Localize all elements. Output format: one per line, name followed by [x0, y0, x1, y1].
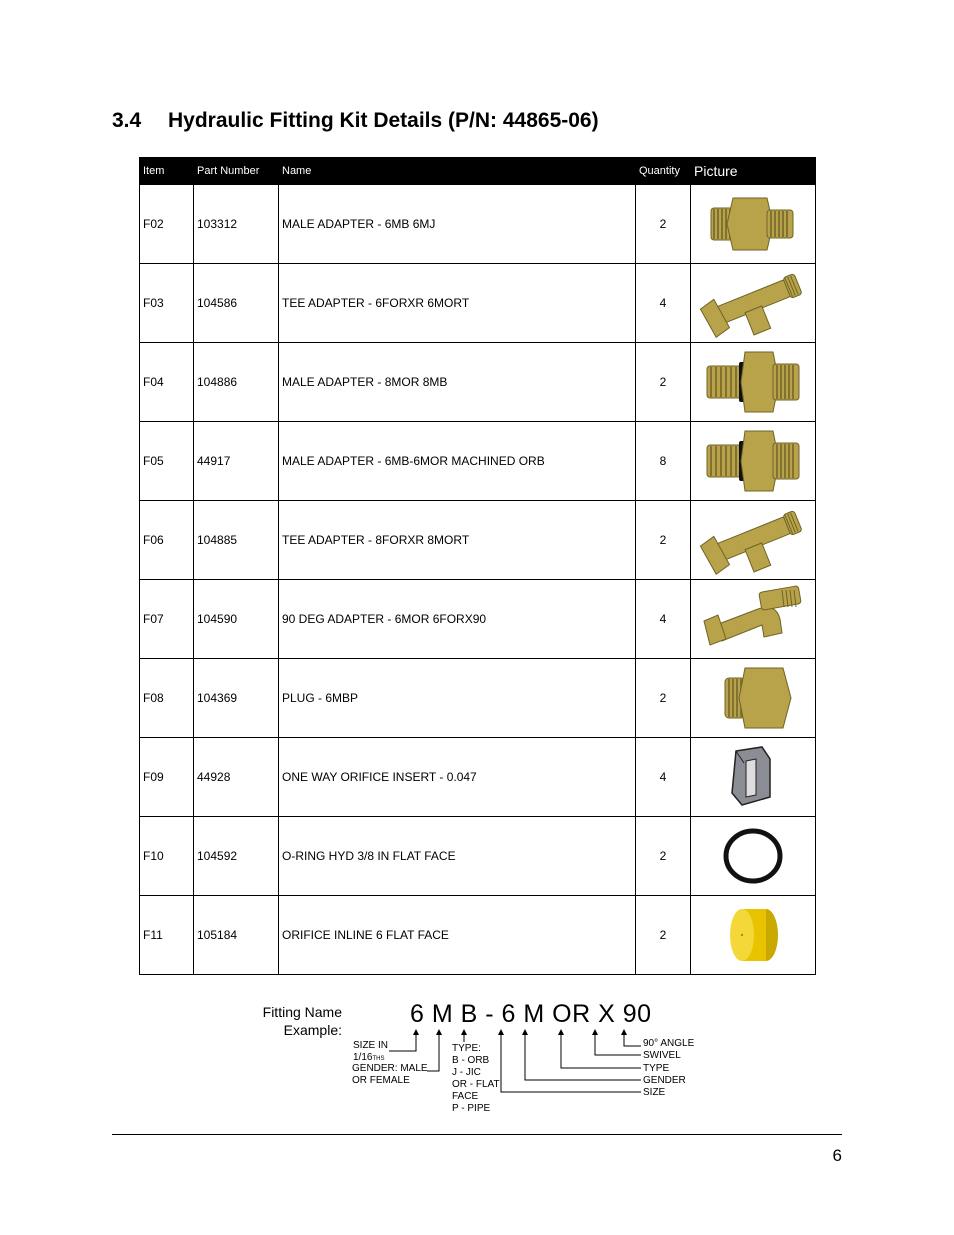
header-item: Item: [140, 158, 194, 185]
tee-adapter-icon: [691, 502, 815, 578]
header-name: Name: [279, 158, 636, 185]
cell-quantity: 8: [636, 422, 691, 501]
straight-adapter-icon: [691, 188, 815, 260]
cell-item: F10: [140, 817, 194, 896]
cell-quantity: 4: [636, 738, 691, 817]
cell-quantity: 4: [636, 580, 691, 659]
legend-size-fraction: 1/16: [353, 1052, 373, 1063]
cell-part-number: 103312: [194, 185, 279, 264]
cell-quantity: 2: [636, 659, 691, 738]
cell-part-number: 104590: [194, 580, 279, 659]
legend-type-line: TYPE:: [452, 1043, 481, 1054]
cell-picture: [691, 501, 816, 580]
cell-picture: [691, 817, 816, 896]
table-row: [140, 185, 816, 264]
cell-name: PLUG - 6MBP: [279, 659, 636, 738]
section-title: Hydraulic Fitting Kit Details (P/N: 44865-06): [168, 109, 599, 132]
cell-item: F07: [140, 580, 194, 659]
cell-part-number: 104586: [194, 264, 279, 343]
legend-size: [353, 1040, 388, 1065]
cell-picture: [691, 343, 816, 422]
cell-part-number: 104369: [194, 659, 279, 738]
table-header-row: [140, 158, 816, 185]
cell-picture: [691, 738, 816, 817]
legend-right: [643, 1038, 694, 1099]
cell-picture: [691, 580, 816, 659]
cell-part-number: 105184: [194, 896, 279, 975]
legend-right-line: TYPE: [643, 1062, 670, 1074]
table-row: [140, 896, 816, 975]
legend-right-line: SWIVEL: [643, 1050, 681, 1062]
cell-item: F11: [140, 896, 194, 975]
legend-gender-line1: GENDER: MALE: [352, 1063, 428, 1074]
section-number: 3.4: [112, 109, 142, 132]
cell-part-number: 104886: [194, 343, 279, 422]
table-row: [140, 738, 816, 817]
legend-size-suffix: THS: [372, 1056, 385, 1062]
cell-part-number: 104885: [194, 501, 279, 580]
cell-name: ONE WAY ORIFICE INSERT - 0.047: [279, 738, 636, 817]
oring-adapter-icon: [691, 425, 815, 497]
oring-adapter-icon: [691, 346, 815, 418]
cell-item: F05: [140, 422, 194, 501]
legend-type-line: B - ORB: [452, 1055, 490, 1066]
cell-quantity: 2: [636, 501, 691, 580]
cell-quantity: 2: [636, 817, 691, 896]
cell-item: F02: [140, 185, 194, 264]
legend-type-line: OR - FLAT: [452, 1079, 500, 1090]
orifice-insert-icon: [691, 741, 815, 813]
example-label-line2: Example:: [283, 1022, 342, 1038]
legend-type: [452, 1043, 500, 1115]
cell-picture: [691, 422, 816, 501]
legend-gender: [352, 1063, 428, 1087]
cell-quantity: 2: [636, 343, 691, 422]
legend-size-line1: SIZE IN: [353, 1040, 389, 1051]
cell-quantity: 2: [636, 185, 691, 264]
header-quantity: Quantity: [636, 158, 691, 185]
inline-orifice-icon: [691, 899, 815, 971]
cell-name: ORIFICE INLINE 6 FLAT FACE: [279, 896, 636, 975]
table-row: [140, 817, 816, 896]
example-fitting-code: 6 M B - 6 M OR X 90: [410, 1000, 652, 1028]
cell-picture: [691, 896, 816, 975]
cell-item: F09: [140, 738, 194, 817]
legend-type-line: P - PIPE: [452, 1103, 491, 1114]
plug-icon: [691, 662, 815, 734]
cell-name: TEE ADAPTER - 8FORXR 8MORT: [279, 501, 636, 580]
table-row: [140, 501, 816, 580]
section-heading: [112, 109, 599, 133]
o-ring-icon: [691, 820, 815, 892]
page-number: 6: [832, 1146, 842, 1165]
cell-picture: [691, 659, 816, 738]
legend-right-line: SIZE: [643, 1087, 666, 1099]
tee-adapter-icon: [691, 265, 815, 341]
cell-name: MALE ADAPTER - 8MOR 8MB: [279, 343, 636, 422]
legend-right-line: 90° ANGLE: [643, 1038, 695, 1049]
cell-part-number: 44928: [194, 738, 279, 817]
cell-quantity: 4: [636, 264, 691, 343]
cell-name: MALE ADAPTER - 6MB-6MOR MACHINED ORB: [279, 422, 636, 501]
cell-picture: [691, 185, 816, 264]
cell-part-number: 44917: [194, 422, 279, 501]
legend-type-line: J - JIC: [452, 1067, 481, 1078]
example-label-line1: Fitting Name: [262, 1004, 342, 1020]
cell-item: F04: [140, 343, 194, 422]
table-row: [140, 422, 816, 501]
elbow-adapter-icon: [691, 581, 815, 657]
legend-gender-line2: OR FEMALE: [352, 1075, 410, 1086]
cell-name: MALE ADAPTER - 6MB 6MJ: [279, 185, 636, 264]
cell-name: 90 DEG ADAPTER - 6MOR 6FORX90: [279, 580, 636, 659]
legend-type-line: FACE: [452, 1091, 479, 1102]
footer-rule: [112, 1134, 842, 1135]
cell-item: F06: [140, 501, 194, 580]
cell-item: F03: [140, 264, 194, 343]
table-row: [140, 580, 816, 659]
header-picture: Picture: [691, 158, 816, 185]
legend-right-line: GENDER: [643, 1074, 686, 1086]
cell-picture: [691, 264, 816, 343]
table-row: [140, 264, 816, 343]
cell-part-number: 104592: [194, 817, 279, 896]
table-row: [140, 343, 816, 422]
cell-quantity: 2: [636, 896, 691, 975]
header-part-number: Part Number: [194, 158, 279, 185]
example-label: [240, 1003, 342, 1039]
table-row: [140, 659, 816, 738]
cell-name: TEE ADAPTER - 6FORXR 6MORT: [279, 264, 636, 343]
cell-item: F08: [140, 659, 194, 738]
cell-name: O-RING HYD 3/8 IN FLAT FACE: [279, 817, 636, 896]
fitting-kit-table: [139, 157, 816, 975]
